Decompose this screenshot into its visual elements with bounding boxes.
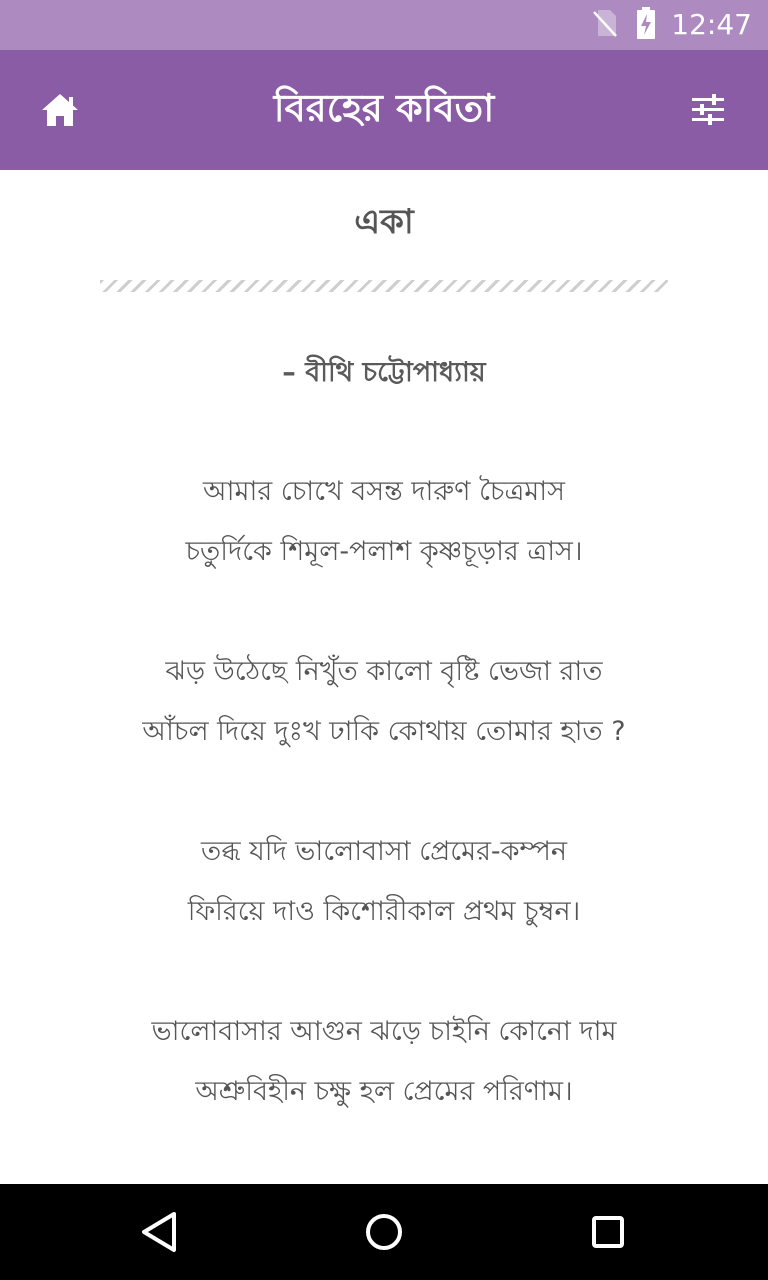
stanza (0, 822, 768, 942)
poem-line: আঁচল দিয়ে দুঃখ ঢাকি কোথায় তোমার হাত ? (142, 716, 626, 747)
recents-button[interactable] (584, 1208, 632, 1256)
title-divider (100, 280, 668, 292)
tune-icon (688, 117, 728, 136)
settings-button[interactable] (688, 88, 728, 132)
poem-line: তব্ধ যদি ভালোবাসা প্রেমের-কম্পন (201, 836, 567, 867)
status-bar (0, 0, 768, 50)
app-title: বিরহের কবিতা (273, 86, 495, 130)
poem-content (0, 170, 768, 1184)
poem-line: অশ্রুবিহীন চক্ষু হল প্রেমের পরিণাম। (195, 1076, 573, 1107)
poem-line: চতুর্দিকে শিমূল-পলাশ কৃষ্ণচূড়ার ত্রাস। (185, 536, 583, 567)
poem-author: – বীথি চট্টোপাধ্যায় (282, 357, 486, 388)
status-icons (592, 10, 656, 40)
stanza (0, 642, 768, 762)
poem-title: একা (354, 202, 414, 242)
poem-line: ভালোবাসার আগুন ঝড়ে চাইনি কোনো দাম (151, 1016, 617, 1047)
stanza (0, 462, 768, 582)
back-button[interactable] (136, 1208, 184, 1256)
back-icon (136, 1241, 184, 1260)
home-nav-button[interactable] (360, 1208, 408, 1256)
poem-line: আমার চোখে বসন্ত দারুণ চৈত্রমাস (203, 476, 565, 507)
battery-charging-icon (636, 7, 656, 43)
stanza (0, 1002, 768, 1122)
no-sim-icon (592, 8, 618, 42)
poem-line: ঝড় উঠেছে নিখুঁত কালো বৃষ্টি ভেজা রাত (165, 656, 603, 687)
status-time: 12:47 (671, 8, 752, 41)
home-circle-icon (360, 1241, 408, 1260)
app-bar (0, 50, 768, 170)
poem-line: ফিরিয়ে দাও কিশোরীকাল প্রথম চুম্বন। (187, 896, 581, 927)
recents-icon (584, 1241, 632, 1260)
navigation-bar (0, 1184, 768, 1280)
